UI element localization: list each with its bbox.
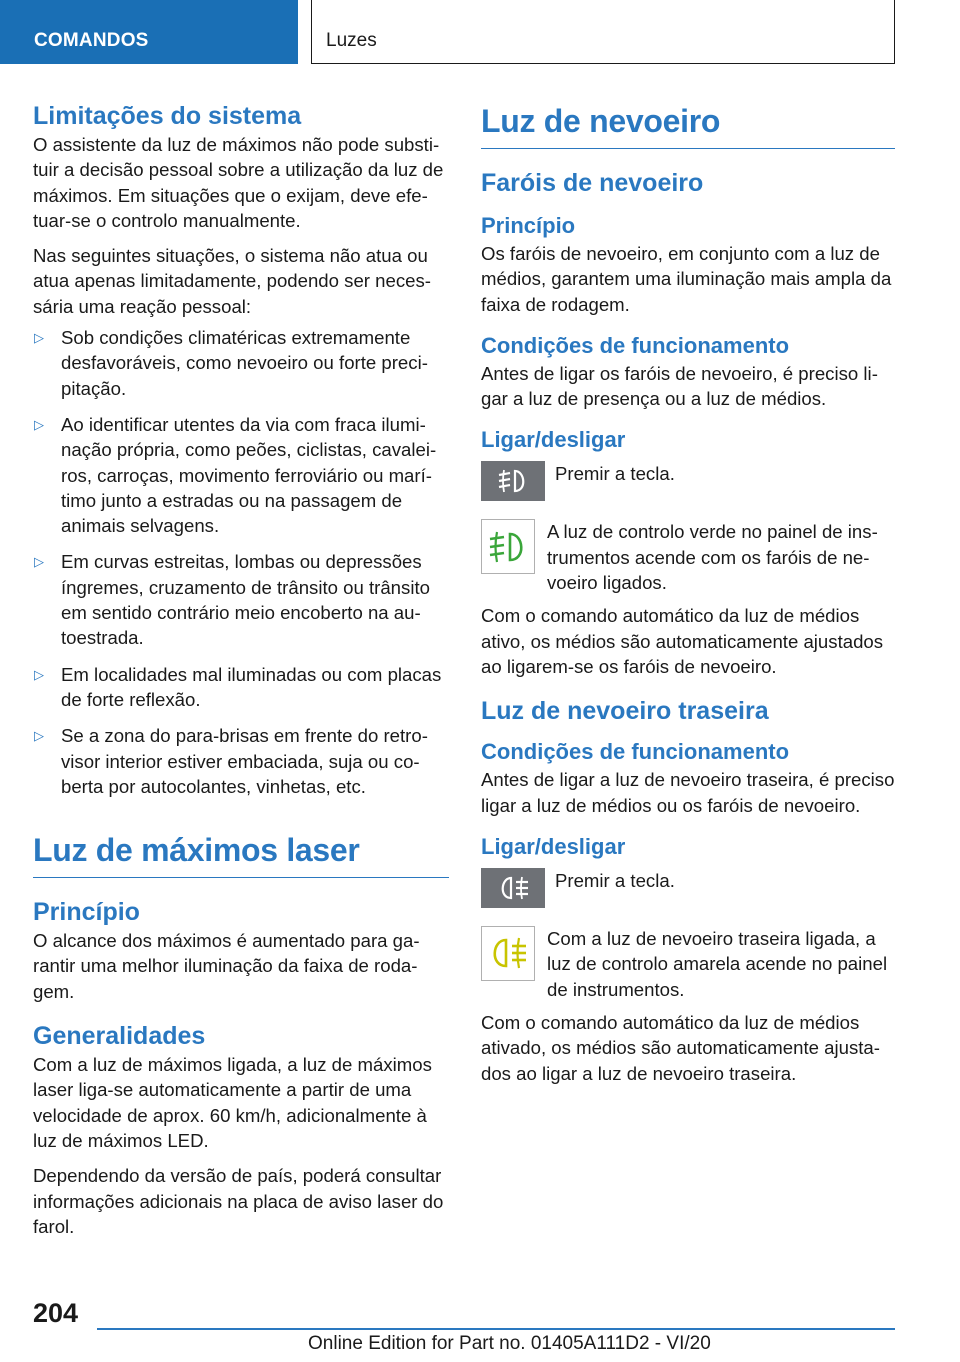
front-press-key-text: Premir a tecla. bbox=[555, 463, 675, 485]
header-section-tab bbox=[0, 0, 298, 64]
front-conditions-heading: Condições de funcionamento bbox=[481, 332, 790, 358]
green-fog-indicator-icon bbox=[481, 519, 535, 574]
list-item: ▷ Em localidades mal iluminadas ou com placas de forte reflexão. bbox=[34, 663, 442, 710]
front-principle-text: Os faróis de nevoeiro, em conjunto com a luz de médios, garantem uma iluminação mais ampla da faixa de rodagem. bbox=[481, 243, 892, 315]
laser-principle-text: O alcance dos máximos é aumentado para garantir uma melhor iluminação da faixa de rodagem. bbox=[33, 930, 420, 1002]
triangle-bullet-icon: ▷ bbox=[34, 554, 44, 570]
yellow-rear-fog-indicator-icon bbox=[481, 926, 535, 981]
rear-conditions-heading: Condições de funcionamento bbox=[481, 739, 790, 765]
limits-heading: Limitações do sistema bbox=[33, 102, 302, 130]
general-paragraph-2: Dependendo da versão de país, poderá consultar informações adicionais na placa de aviso laser do farol. bbox=[33, 1165, 444, 1237]
limits-paragraph-1: O assistente da luz de máximos não pode substituir a decisão pessoal sobre a utilização da luz de máximos. Em situações que o exijam, deve efetuar-se o controlo manualmente. bbox=[33, 134, 444, 231]
rear-auto-text: Com o comando automático da luz de médios ativado, os médios são automaticamente ajustados ao ligar a luz de nevoeiro traseira. bbox=[481, 1011, 880, 1084]
front-indicator-text: A luz de controlo verde no painel de instrumentos acende com os faróis de nevoeiro ligados. bbox=[547, 521, 878, 594]
triangle-bullet-icon: ▷ bbox=[34, 416, 44, 432]
front-auto-text: Com o comando automático da luz de médios ativo, os médios são automaticamente ajustados ao ligarem-se os faróis de nevoeiro. bbox=[481, 605, 884, 678]
left-column bbox=[33, 100, 449, 1239]
laser-heading: Luz de máximos laser bbox=[33, 829, 449, 878]
list-item: ▷ Ao identificar utentes da via com fraca iluminação própria, como peões, ciclistas, cavaleiros, carroças, movimento ferroviário ou marítimo junto a estradas ou na passagem de animais selvagens. bbox=[34, 413, 437, 537]
triangle-bullet-icon: ▷ bbox=[34, 330, 44, 346]
list-item: ▷ Em curvas estreitas, lombas ou depressões íngremes, cruzamento de trânsito ou trânsito em sentido contrário meio encoberto na autoestrada. bbox=[34, 551, 430, 649]
page-number: 204 bbox=[33, 1298, 79, 1328]
footer-divider bbox=[97, 1328, 895, 1330]
rear-press-key-text: Premir a tecla. bbox=[555, 869, 675, 891]
front-indicator-row bbox=[481, 519, 895, 597]
rear-indicator-text: Com a luz de nevoeiro traseira ligada, a luz de controlo amarela acende no painel de instrumentos. bbox=[547, 927, 888, 1000]
triangle-bullet-icon: ▷ bbox=[34, 666, 44, 682]
rear-fog-key-icon bbox=[481, 868, 545, 908]
laser-principle-heading: Princípio bbox=[33, 898, 140, 927]
rear-indicator-row bbox=[481, 926, 895, 1004]
front-switch-heading: Ligar/desligar bbox=[481, 427, 626, 453]
footer-edition-text: Online Edition for Part no. 01405A111D2 - VI/20 bbox=[308, 1333, 711, 1354]
right-column bbox=[481, 100, 895, 1086]
limits-paragraph-2: Nas seguintes situações, o sistema não atua ou atua apenas limitadamente, podendo ser necessária uma reação pessoal: bbox=[33, 245, 431, 317]
header-chapter-label: Luzes bbox=[326, 30, 377, 51]
general-paragraph-1: Com a luz de máximos ligada, a luz de máximos laser liga-se automaticamente a partir de uma velocidade de aprox. 60 km/h, adicionalmente à luz de máximos LED. bbox=[33, 1054, 432, 1151]
fog-heading: Luz de nevoeiro bbox=[481, 100, 895, 149]
front-principle-heading: Princípio bbox=[481, 213, 576, 238]
general-heading: Generalidades bbox=[33, 1022, 206, 1051]
front-conditions-text: Antes de ligar os faróis de nevoeiro, é preciso ligar a luz de presença ou a luz de médios. bbox=[481, 362, 878, 410]
rear-switch-heading: Ligar/desligar bbox=[481, 833, 626, 859]
limits-bullet-list bbox=[33, 325, 449, 799]
list-item: ▷ Sob condições climatéricas extremamente desfavoráveis, como nevoeiro ou forte precipitação. bbox=[34, 327, 428, 399]
front-fog-key-icon bbox=[481, 461, 545, 501]
rear-fog-heading: Luz de nevoeiro traseira bbox=[481, 697, 769, 726]
list-item: ▷ Se a zona do para-brisas em frente do retrovisor interior estiver embaciada, suja ou coberta por autocolantes, vinhetas, etc. bbox=[34, 725, 428, 797]
front-fog-button-row bbox=[481, 461, 895, 507]
rear-conditions-text: Antes de ligar a luz de nevoeiro traseira, é preciso ligar a luz de médios ou os faróis de nevoeiro. bbox=[481, 769, 895, 816]
rear-fog-button-row bbox=[481, 868, 895, 914]
header-chapter-box bbox=[311, 0, 895, 64]
triangle-bullet-icon: ▷ bbox=[34, 728, 44, 744]
front-fog-heading: Faróis de nevoeiro bbox=[481, 169, 704, 197]
header-section-label: COMANDOS bbox=[34, 30, 149, 51]
